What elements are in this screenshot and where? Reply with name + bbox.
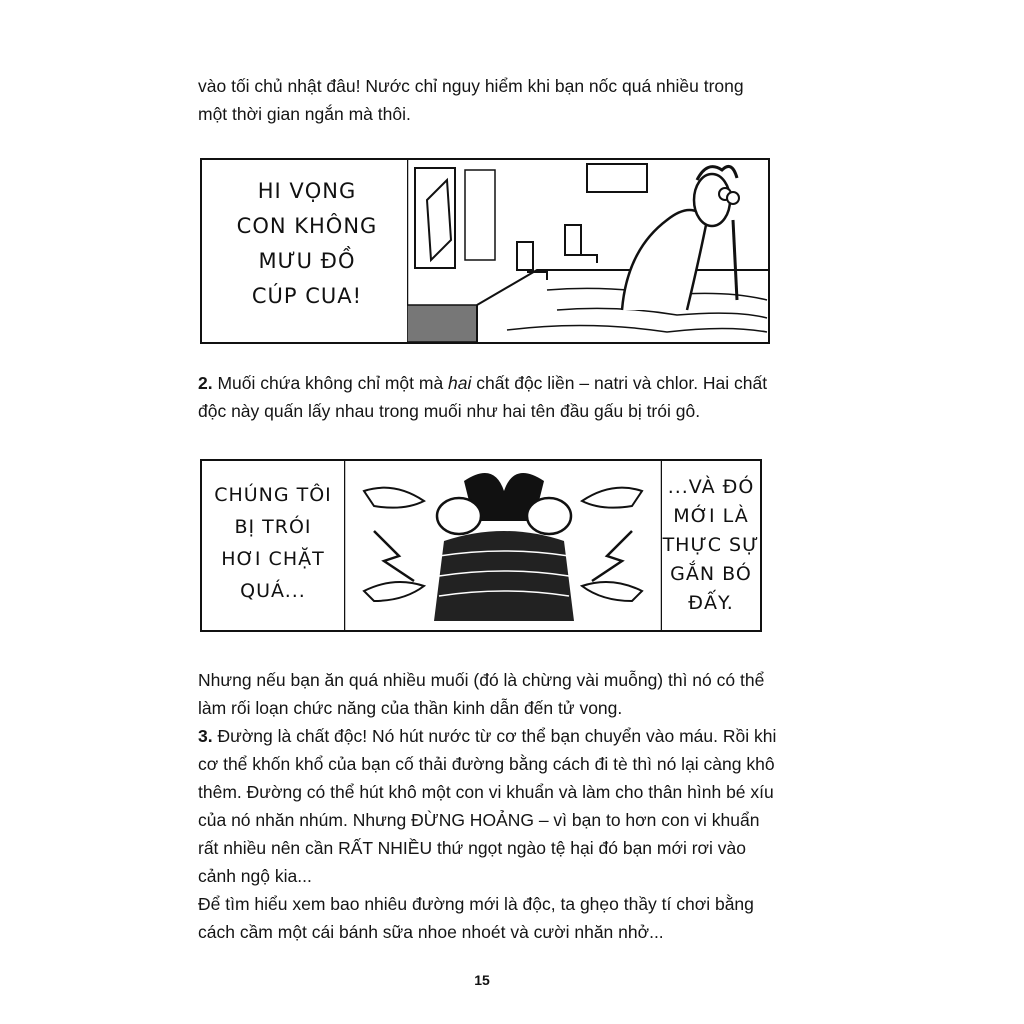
panel1-caption-line: CÚP CUA! xyxy=(251,284,363,308)
intro-paragraph xyxy=(198,72,778,128)
comic-panel-1 xyxy=(200,158,770,344)
intro-line-2: một thời gian ngắn mà thôi. xyxy=(198,104,411,124)
paragraph-3 xyxy=(198,722,778,890)
panel2-left-caption-line: QUÁ... xyxy=(240,580,306,602)
panel2-right-caption-line: THỰC SỰ xyxy=(662,534,760,556)
item-number-3: 3. xyxy=(198,726,213,746)
comic-panel-2 xyxy=(200,459,762,632)
panel1-caption-line: CON KHÔNG xyxy=(236,214,378,238)
panel2-left-caption-line: BỊ TRÓI xyxy=(234,516,312,538)
panel2-right-caption-line: ĐẤY. xyxy=(688,592,734,614)
tied-up-villains-illustration xyxy=(344,461,662,630)
paragraph-2 xyxy=(198,369,778,425)
paragraph-last: Để tìm hiểu xem bao nhiêu đường mới là độc, ta ghẹo thầy tí chơi bằng cách cầm một cái bánh sữa nhoe nhoét và cười nhăn nhở... xyxy=(198,894,754,942)
panel2-left-caption xyxy=(208,479,338,607)
panel2-right-caption xyxy=(662,473,760,618)
panel2-right-caption-line: GẮN BÓ xyxy=(670,563,752,585)
page-number: 15 xyxy=(474,972,490,988)
paragraph-2-text-b: chất độc liền – natri và chlor. Hai chất độc này quấn lấy nhau trong muối như hai tên đầu gấu bị trói gô. xyxy=(198,373,768,421)
paragraph-salt: Nhưng nếu bạn ăn quá nhiều muối (đó là chừng vài muỗng) thì nó có thể làm rối loạn chức năng của thần kinh dẫn đến tử vong. xyxy=(198,670,765,718)
emphasis-hai: hai xyxy=(448,373,472,393)
panel2-left-caption-line: HƠI CHẶT xyxy=(221,548,325,570)
panel2-right-caption-line: ...VÀ ĐÓ xyxy=(667,476,755,498)
intro-line-1: vào tối chủ nhật đâu! Nước chỉ nguy hiểm khi bạn nốc quá nhiều trong xyxy=(198,76,744,96)
panel2-right-caption-line: MỚI LÀ xyxy=(673,505,749,527)
panel1-caption xyxy=(212,174,402,314)
paragraph-3-text: Đường là chất độc! Nó hút nước từ cơ thể bạn chuyển vào máu. Rồi khi cơ thể khốn khổ của bạn cố thải đường bằng cách đi tè thì nó lại càng khô thêm. Đường có thể hút khô một con vi khuẩn và làm cho thân hình bé xíu của nó nhăn nhúm. Nhưng ĐỪNG HOẢNG – vì bạn to hơn con vi khuẩn rất nhiều nên cần RẤT NHIỀU thứ ngọt ngào tệ hại đó bạn mới rơi vào cảnh ngộ kia... xyxy=(198,726,777,886)
panel1-caption-line: HI VỌNG xyxy=(257,179,357,203)
bathtub-illustration xyxy=(407,160,769,342)
panel2-left-caption-line: CHÚNG TÔI xyxy=(214,484,332,506)
item-number-2: 2. xyxy=(198,373,213,393)
panel1-caption-line: MƯU ĐỒ xyxy=(258,249,356,273)
paragraph-2-text-a: Muối chứa không chỉ một mà xyxy=(212,373,449,393)
